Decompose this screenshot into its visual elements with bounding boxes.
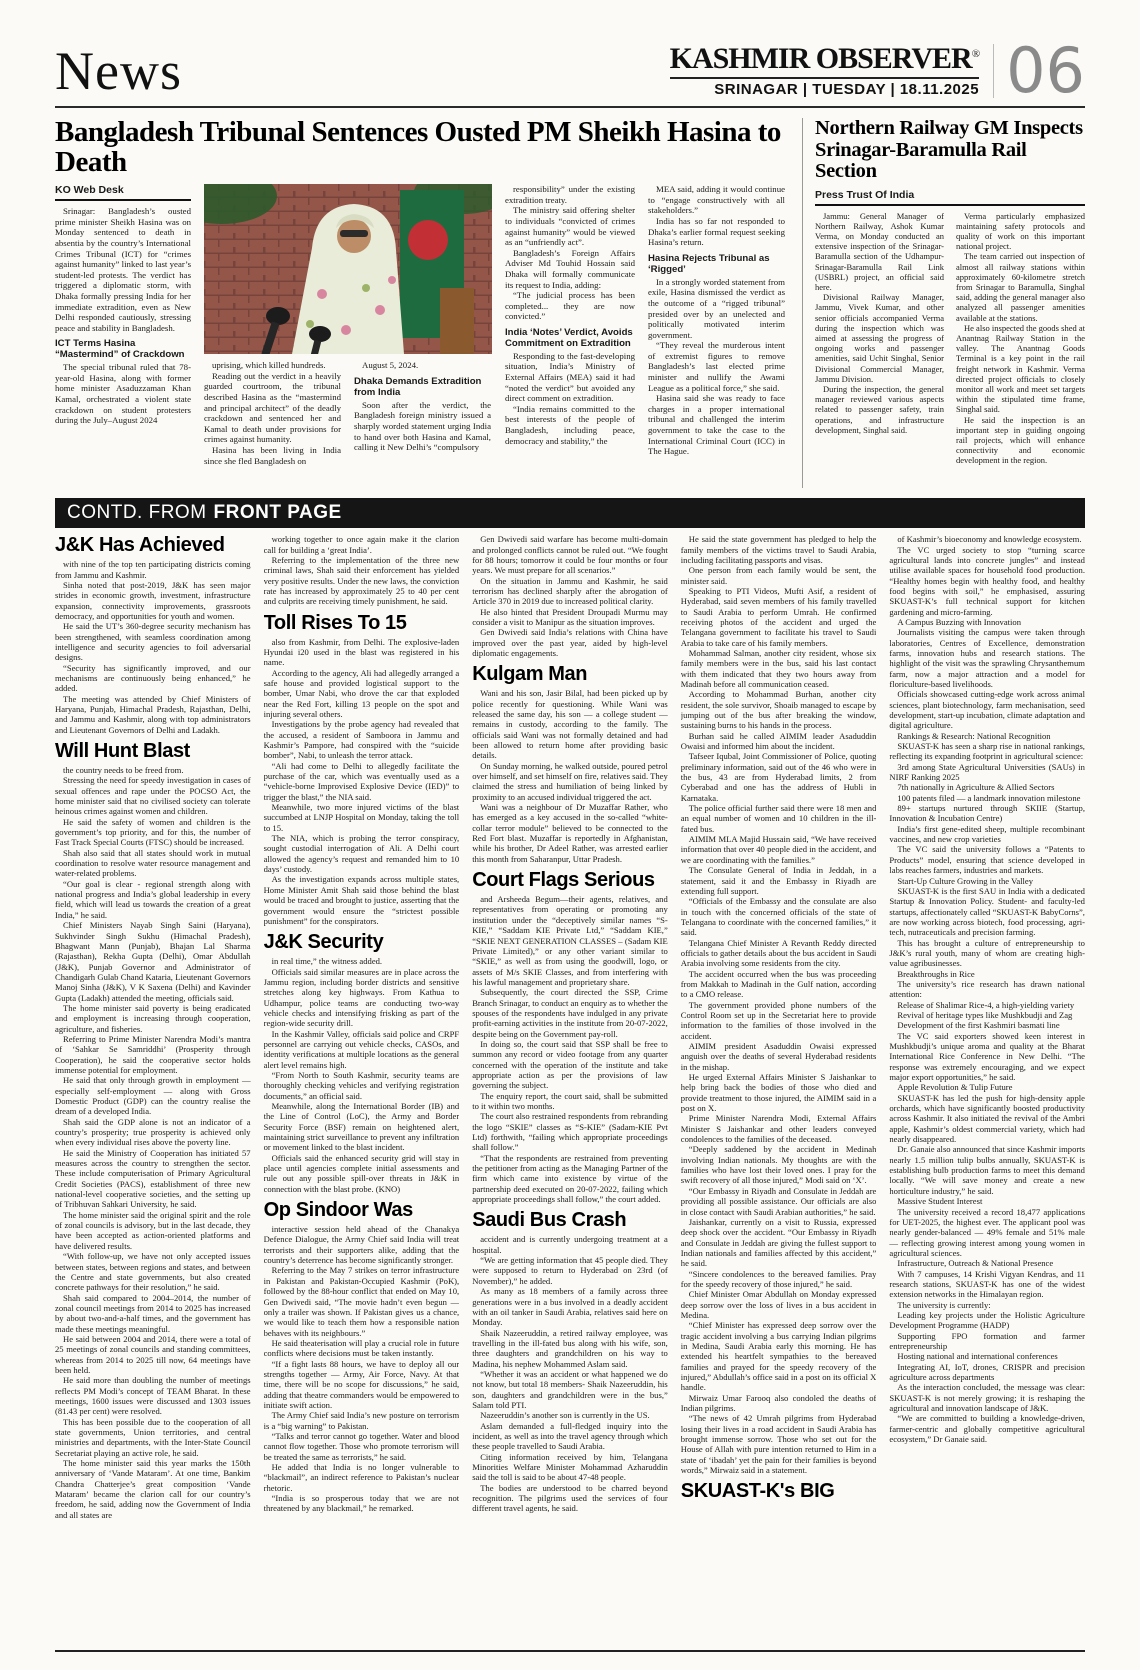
lead-under-photo-columns: [204, 360, 492, 482]
paragraph: Shah said compared to 2004–2014, the number of zonal council meetings from 2014 to 2025 has increased by about two-and-a-half times, and the government has made these meetings meaningful.: [55, 1292, 251, 1334]
hasina-photo: [204, 184, 492, 354]
contd-from-front-page-bar: [55, 498, 1085, 528]
paragraph: The home minister said the original spirit and the role of zonal councils is advisory, but in the last decade, they have been accepted as action-oriented platforms and have delivered results.: [55, 1209, 251, 1251]
railway-story: [802, 118, 1085, 488]
paragraph: As the investigation expands across multiple states, Home Minister Amit Shah said those behind the blast would be traced and brought to justice, asserting that the government would ensure the “strictest possible punishment” for the conspirators.: [263, 874, 460, 926]
paper-rule: [670, 77, 980, 79]
paragraph: Burhan said he called AIMIM leader Asaduddin Owaisi and informed him about the incident.: [680, 730, 877, 752]
paragraph: “We are getting information that 45 people died. They were supposed to return to Hyderabad on 23rd (of November),” he added.: [472, 1255, 668, 1286]
top-stories: [55, 118, 1085, 488]
continued-articles: [55, 534, 1085, 1642]
paragraph: Rankings & Research: National Recognition: [897, 730, 1051, 741]
paragraph: The police official further said there were 18 men and an equal number of women and 10 children in the ill-fated bus.: [680, 803, 877, 834]
paragraph: Chief Ministers Nayab Singh Saini (Haryana), Sukhvinder Singh Sukhu (Himachal Pradesh), Bhagwant Mann (Punjab), Bhajan Lal Sharma (Rajasthan), Rekha Gupta (Delhi), Omar Abdullah (J&K), Punjab Governor and Administrator of Chandigarh Gulab Chand Kataria, Lieutenant Governors Manoj Sinha (J&K), V K Saxena (Delhi) and Kavinder Gupta (Ladakh) attended the meeting, officials said.: [55, 920, 251, 1003]
saudi-bus-crash-continuation: [681, 534, 877, 1475]
paragraph: He added that India is no longer vulnerable to “blackmail”, an indirect reference to Pakistan’s nuclear rhetoric.: [263, 1462, 460, 1493]
paragraph: Start-Up Culture Growing in the Valley: [897, 875, 1034, 886]
paragraph: “Ali had come to Delhi to allegedly facilitate the purchase of the car, which was eventually used as a “vehicle-borne Improvised Explosive Device (IED)” to trigger the blast,” the NIA said.: [263, 760, 460, 802]
paragraph: The meeting was attended by Chief Ministers of Haryana, Punjab, Himachal Pradesh, Rajasthan, Delhi, and Jammu and Kashmir, along with top administrators and Lieutenant Governors of Delhi and Ladakh.: [55, 693, 251, 735]
paragraph: of Kashmir’s bioeconomy and knowledge ecosystem.: [897, 534, 1082, 545]
paragraph: Revival of heritage types like Mushkbudji and Zag: [897, 1009, 1073, 1020]
railway-column-1-text: [815, 211, 944, 473]
heading-saudi-bus-crash: Saudi Bus Crash: [472, 1209, 627, 1232]
paragraph: He also inspected the goods shed at Anantnag Railway Station in the valley. The Anantnag Goods Terminal is a key point in the rail freight network in Kashmir. Verma directed project officials to closely monitor all work and meet set targets within the stipulated time frame, Singhal said.: [956, 322, 1085, 415]
paragraph: Breakthroughs in Rice: [897, 968, 975, 979]
paragraph: In doing so, the court said that SSP shall be free to summon any record or video footage from any quarter concerned with the operation of the institute and take appropriate action as per the provisions of law governing the subject.: [472, 1038, 668, 1091]
lead-column-3-text: [354, 360, 491, 482]
skuast-k-text: [889, 534, 1085, 1444]
paragraph: The ministry said offering shelter to individuals “convicted of crimes against humanity” would be viewed as an “unfriendly act”.: [505, 205, 635, 248]
paragraph: As the interaction concluded, the message was clear: SKUAST-K is not merely growing; it is reshaping the agricultural and innovation landscape of J&K.: [889, 1382, 1085, 1414]
paragraph: “Whether it was an accident or what happened we do not know, but total 18 members- Shaik Nazeeruddin, his son, daughters and grandchildren were in the bus,” Salam told PTI.: [472, 1368, 668, 1410]
paragraph: 89+ startups nurtured through SKIIE (Startup, Innovation & Incubation Centre): [889, 803, 1085, 824]
paragraph: Sinha noted that post-2019, J&K has seen major strides in economic growth, investment, infrastructure expansion, connectivity improvements, grassroots democracy, and opportunities for youth and women.: [55, 579, 251, 621]
paragraph: Divisional Railway Manager, Jammu, Vivek Kumar, and other senior officials accompanied Verma during the inspection which was aimed at assessing the progress of ongoing works and passenger amenities, said Uchit Singhal, Senior Divisional Commercial Manager, Jammu Division.: [815, 292, 944, 384]
registered-mark: ®: [971, 48, 980, 60]
paragraph: Jammu: General Manager of Northern Railway, Ashok Kumar Verma, on Monday conducted an extensive inspection of the Srinagar-Baramulla section of the Udhampur-Srinagar-Baramulla Rail Link (USBRL) project, an official said here.: [815, 210, 944, 292]
paragraph: Subsequently, the court directed the SSP, Crime Branch Srinagar, to conduct an enquiry as to whether the spouses of the respondents have indulged in any private profit-earning activities in the institute from 20-07-2022, despite being on the Government pay-roll.: [472, 987, 668, 1039]
saudi-bus-crash-text: [472, 1234, 668, 1513]
paragraph: Journalists visiting the campus were taken through laboratories, Centres of Excellence, demonstration farms, innovation hubs and research stations. The highlight of the visit was the sprawling Chrysanthemum farm, now a major attraction and a model for floriculture-based livelihoods.: [889, 627, 1085, 689]
paragraph: He said the state government has pledged to help the family members of the victims travel to Saudi Arabia, including facilitating passports and visas.: [680, 534, 877, 565]
paragraph: India has so far not responded to Dhaka’s earlier formal request seeking Hasina’s return.: [648, 215, 785, 248]
paragraph: A Campus Buzzing with Innovation: [897, 616, 1022, 627]
paragraph: interactive session held ahead of the Chanakya Defence Dialogue, the Army Chief said India will treat terrorists and their supporters alike, adding that the country’s deterrence has become significantly stronger.: [263, 1224, 460, 1266]
contd-bar-prefix: CONTD. FROM: [67, 502, 207, 524]
masthead-right: [669, 34, 1085, 108]
will-hunt-blast-text: [55, 765, 251, 1520]
heading-court-flags-serious: Court Flags Serious: [472, 869, 655, 892]
paragraph: “They reveal the murderous intent of extremist figures to remove Bangladesh’s last elected prime minister and nullify the Awami League as a political force,” she said.: [648, 340, 785, 393]
paragraph: He urged External Affairs Minister S Jaishankar to help bring back the bodies of those who died and provide treatment to those injured, the AIMIM said in a post on X.: [680, 1072, 877, 1114]
paragraph: 7th nationally in Agriculture & Allied Sectors: [897, 782, 1055, 793]
paper-name-text: KASHMIR OBSERVER: [669, 42, 972, 75]
paragraph: The VC urged society to stop “turning scarce agricultural lands into concrete jungles” and instead utilise available spaces for household food production. “Healthy homes begin with healthy food, and healthy food begins with soil,” he emphasised, assuring SKUAST-K’s full technical support for kitchen gardening and micro-farming.: [889, 544, 1085, 617]
paragraph: Prime Minister Narendra Modi, External Affairs Minister S Jaishankar and other leaders conveyed condolences to the families of the deceased.: [680, 1113, 877, 1145]
lead-headline: Bangladesh Tribunal Sentences Ousted PM Sheikh Hasina to Death: [55, 116, 781, 178]
paragraph: This has brought a culture of entrepreneurship to J&K’s rural youth, many of whom are creating high-value agribusinesses.: [889, 937, 1085, 969]
paragraph: This has been possible due to the cooperation of all state governments, Union territories, and central ministries and departments, with the Inter-State Council Secretariat playing an active role, he said.: [55, 1416, 251, 1458]
paragraph: He said more than doubling the number of meetings reflects PM Modi’s concept of TEAM Bharat. In these meetings, 1600 issues were discussed and 1303 issues (81.43 per cent) were resolved.: [55, 1375, 251, 1417]
paragraph: With 7 campuses, 14 Krishi Vigyan Kendras, and 11 research stations, SKUAST-K has one of the widest extension networks in the Himalayan region.: [889, 1268, 1085, 1300]
paragraph: The accident occurred when the bus was proceeding from Makkah to Madinah in the Gulf nation, according to a CMO release.: [680, 968, 877, 1000]
paragraph: 100 patents filed — a landmark innovation milestone: [897, 792, 1081, 803]
paragraph: Mirwaiz Umar Farooq also condoled the deaths of Indian pilgrims.: [680, 1392, 877, 1414]
kulgam-man-text: [472, 688, 668, 864]
paragraph: “Chief Minister has expressed deep sorrow over the tragic accident involving a bus carrying Indian pilgrims in Medina, Saudi Arabia early this morning. He has extended his heartfelt sympathies to the bereaved families and prayed for the speedy recovery of the injured,” Abdullah’s office said in a post on its official X handle.: [680, 1320, 877, 1393]
railway-headline: Northern Railway GM Inspects Srinagar-Baramulla Rail Section: [815, 117, 1083, 183]
lead-byline: KO Web Desk: [55, 184, 191, 201]
lead-column-2-text: [204, 360, 341, 482]
lead-column-middle: [204, 184, 492, 488]
paragraph: responsibility” under the existing extradition treaty.: [505, 184, 635, 205]
paragraph: One person from each family would be sent, the minister said.: [680, 565, 877, 586]
paragraph: working together to once again make it the clarion call for building a ‘great India’.: [263, 534, 460, 555]
paragraph: in real time,” the witness added.: [271, 956, 383, 967]
paragraph: The NIA, which is probing the terror conspiracy, sought custodial interrogation of Ali. A Delhi court allowed the agency’s request and remanded him to 10 days’ custody.: [263, 833, 460, 875]
paragraph: Hasina Rejects Tribunal as ‘Rigged’: [648, 252, 770, 275]
railway-columns: [815, 211, 1085, 473]
op-sindoor-text: [264, 1224, 460, 1514]
paragraph: The enquiry report, the court said, shall be submitted to it within two months.: [472, 1090, 668, 1111]
paragraph: Jaishankar, currently on a visit to Russia, expressed deep shock over the accident. “Our Embassy in Riyadh and Consulate in Jeddah are giving the fullest support to Indian nationals and families affected by this accident,” he said.: [680, 1216, 877, 1269]
paragraph: The VC said exporters showed keen interest in Mushkbudji’s unique aroma and quality at the Bharat International Rice Conference in New Delhi. “The response was extremely encouraging, and we expect major export opportunities,” he said.: [889, 1030, 1085, 1083]
paragraph: Massive Student Interest: [897, 1196, 983, 1207]
contd-column-4: [681, 534, 877, 1642]
paragraph: Hasina said she was ready to face charges in a proper international tribunal and challenged the interim government to take the case to the International Criminal Court (ICC) in The Hague.: [648, 393, 785, 457]
paragraph: Referring to the May 7 strikes on terror infrastructure in Pakistan and Pakistan-Occupied Kashmir (PoK), followed by the 88-hour conflict that ended on May 10, Gen Dwivedi said, “The movie hadn’t even begun — only a trailer was shown. If Pakistan gives us a chance, we would like to teach them how a responsible nation behaves with its neighbours.”: [263, 1265, 460, 1338]
paragraph: The Army Chief said India’s new posture on terrorism is a “big warning” to Pakistan.: [263, 1410, 460, 1431]
paragraph: Tafseer Iqubal, Joint Commissioner of Police, quoting preliminary information, said out of the 46 who were in the bus, 43 are from Hyderabad limits, 2 from Cyberabad and one has the address of Hubli in Karnataka.: [680, 751, 877, 803]
paragraph: 3rd among State Agricultural Universities (SAUs) in NIRF Ranking 2025: [889, 761, 1085, 783]
paragraph: “India remains committed to the best interests of the people of Bangladesh, including peace, democracy and stability,” the: [505, 403, 635, 446]
lead-column-1: [55, 184, 191, 488]
paragraph: August 5, 2024.: [362, 360, 419, 371]
paragraph: The court also restrained respondents from rebranding the logo “SKIE” classes as “S-KIE” (Sadam-KIE Pvt Ltd) forthwith, “failing which appropriate proceedings shall follow.”: [472, 1111, 668, 1153]
paragraph: He also hinted that President Droupadi Murmu may consider a visit to Manipur as the situation improves.: [472, 606, 668, 627]
paragraph: Verma particularly emphasized maintaining safety protocols and quality of work on this important national project.: [956, 210, 1085, 252]
paragraph: Shaik Nazeeruddin, a retired railway employee, was travelling in the ill-fated bus along with his wife, son, three daughters and grandchildren on his way to Madina, his nephew Mohammed Aslam said.: [472, 1327, 668, 1369]
paragraph: Apple Revolution & Tulip Future: [897, 1082, 1013, 1093]
paragraph: “Talks and terror cannot go together. Water and blood cannot flow together. Those who promote terrorism will be treated the same as terrorists,” he said.: [263, 1430, 460, 1462]
page-number: 06: [1006, 34, 1085, 108]
paragraph: The university is currently:: [897, 1299, 991, 1310]
paragraph: Investigations by the probe agency had revealed that the accused, a resident of Samboora in Jammu and Kashmir’s Pampore, had conspired with the “suicide bomber”, Nabi, to unleash the terror attack.: [263, 719, 460, 761]
lead-column-4-text: [505, 184, 635, 488]
paragraph: He said theaterisation will play a crucial role in future conflicts where decisions must be taken instantly.: [263, 1337, 460, 1359]
heading-will-hunt-blast: Will Hunt Blast: [55, 740, 190, 762]
paper-name: [670, 44, 980, 74]
paragraph: He said that only through growth in employment — especially self-employment — along with Gross Domestic Product (GDP) can the country realise the dream of a developed India.: [55, 1075, 251, 1117]
paragraph: Soon after the verdict, the Bangladesh foreign ministry issued a sharply worded statement urging India to hand over both Hasina and Kamal, calling it New Delhi’s “compulsory: [354, 399, 491, 453]
paragraph: Citing information received by him, Telangana Minorities Welfare Minister Mohammad Azharuddin said the toll is said to be about 47-48 people.: [472, 1451, 668, 1483]
will-hunt-blast-continuation: [264, 534, 460, 606]
contd-column-2: [264, 534, 460, 1642]
paragraph: SKUAST-K has led the push for high-density apple orchards, which have significantly boosted productivity across Kashmir. It also initiated the revival of the Ambri apple, Kashmir’s oldest commercial variety, which had nearly disappeared.: [889, 1092, 1085, 1145]
paragraph: “Sincere condolences to the bereaved families. Pray for the speedy recovery of those injured,” he said.: [680, 1268, 877, 1289]
paragraph: “If a fight lasts 88 hours, we have to deploy all our strengths together — Army, Air Force, Navy. At that time, there will be no scope for discussions,” he said, adding that theatre commanders would be empowered to initiate swift action.: [263, 1358, 460, 1410]
paragraph: Reading out the verdict in a heavily guarded courtroom, the tribunal described Hasina as the “mastermind and principal architect” of the deadly crackdown and sentenced her and Kamal to death under provisions for crimes against humanity.: [204, 370, 341, 445]
paragraph: On Sunday morning, he walked outside, poured petrol over himself, and set himself on fire, relatives said. They claimed the stress and humiliation of being linked by proximity to an accused individual triggered the act.: [472, 760, 668, 802]
contd-bar-emphasis: FRONT PAGE: [213, 502, 342, 524]
lead-columns: [55, 184, 790, 488]
paragraph: Speaking to PTI Videos, Mufti Asif, a resident of Hyderabad, said seven members of his family travelled to Saudi Arabia to perform Umrah. He confirmed receiving photos of the accident and urged the Telangana government to facilitate his travel to Saudi Arabia to take care of his family members.: [680, 585, 877, 648]
heading-kulgam-man: Kulgam Man: [472, 663, 588, 686]
paragraph: “The judicial process has been completed... they are now convicted.”: [505, 290, 635, 322]
jk-security-text: [264, 956, 460, 1194]
paragraph: Wani was a neighbour of Dr Muzaffar Rather, who has emerged as a key accused in the so-called “white-collar terror module” believed to be connected to the Red Fort blast. Muzaffar is reportedly in Afghanistan, while his brother, Dr Adeel Rather, was arrested earlier this month from Saharanpur, Uttar Pradesh.: [472, 802, 668, 864]
heading-jk-has-achieved: J&K Has Achieved: [55, 534, 225, 557]
paragraph: “Our Embassy in Riyadh and Consulate in Jeddah are providing all possible assistance. Our officials are also in close contact with Saudi Arabian authorities,” he said.: [680, 1185, 877, 1217]
paragraph: Gen Dwivedi said India’s relations with China have improved over the past year, aided by high-level diplomatic engagements.: [472, 627, 668, 658]
lead-column-1-text: [55, 206, 191, 426]
paragraph: Integrating AI, IoT, drones, CRISPR and precision agriculture across departments: [889, 1361, 1085, 1382]
paragraph: He said the UT’s 360-degree security mechanism has been strengthened, with seamless coordination among intelligence and security agencies to foil adversarial designs.: [55, 621, 251, 663]
lead-column-5-text: [648, 184, 785, 488]
paragraph: Stressing the need for speedy investigation in cases of sexual offences and rape under the POCSO Act, the home minister said that no civilised society can tolerate heinous crimes against women and children.: [55, 775, 251, 817]
paragraph: The government provided phone numbers of the Control Room set up in the Secretariat here to provide information to the families of those involved in the accident.: [680, 999, 877, 1041]
paragraph: “We are committed to building a knowledge-driven, farmer-centric and globally competitive agricultural ecosystem,” Dr Ganaie said.: [889, 1413, 1085, 1445]
paragraph: “That the respondents are restrained from preventing the petitioner from acting as the Managing Partner of the firm which came into existence by virtue of the partnership deed executed on 20-07-2022, failing which appropriate proceedings shall follow,” the court added.: [472, 1152, 668, 1205]
paragraph: Telangana Chief Minister A Revanth Reddy directed officials to gather details about the bus accident in Saudi Arabia involving some residents from the city.: [680, 937, 877, 969]
paragraph: Development of the first Kashmiri basmati line: [897, 1020, 1060, 1031]
masthead: [55, 14, 1085, 108]
paragraph: Meanwhile, two more injured victims of the blast succumbed at LNJP Hospital on Monday, taking the toll to 15.: [263, 802, 460, 833]
paragraph: Officials said similar measures are in place across the Jammu region, including border districts and sensitive stretches along key highways. From Kathua to Udhampur, police teams are conducting two-way vehicle checks and intensifying frisking as part of the region-wide security drill.: [263, 966, 460, 1029]
paragraph: “Deeply saddened by the accident in Medinah involving Indian nationals. My thoughts are with the families who have lost their loved ones. I pray for the swift recovery of all those injured,” Modi said on ‘X’.: [680, 1144, 877, 1186]
paragraph: the country needs to be freed from.: [63, 765, 184, 775]
paragraph: AIMIM MLA Majid Hussain said, “We have received information that over 40 people died in the accident, and we are coordinating with the families.”: [680, 834, 877, 865]
paragraph: During the inspection, the general manager reviewed various aspects related to passenger safety, train operations, and infrastructure development, Singhal said.: [815, 384, 944, 435]
railway-column-2-text: [956, 211, 1085, 473]
paragraph: According to the agency, Ali had allegedly arranged a safe house and provided logistical support to the bomber, Umar Nabi, who drove the car that exploded near the Red Fort, killing 13 people on the spot and injuring several others.: [263, 667, 460, 719]
paragraph: Nazeeruddin’s another son is currently in the US.: [480, 1410, 650, 1421]
paragraph: Responding to the fast-developing situation, India’s Ministry of External Affairs (MEA) said it had “noted the verdict” but avoided any direct comment on extradition.: [505, 350, 635, 404]
paragraph: Bangladesh’s Foreign Affairs Adviser Md Touhid Hossain said Dhaka will formally communicate its request to India, adding:: [505, 247, 635, 290]
paragraph: Gen Dwivedi said warfare has become multi-domain and prolonged conflicts cannot be ruled out. “We fought for 88 hours; tomorrow it could be four months or four years. We must prepare for all scenarios.”: [472, 534, 668, 576]
paragraph: “The news of 42 Umrah pilgrims from Hyderabad losing their lives in a road accident in Saudi Arabia has brought immense sorrow. Those who set out for the House of Allah with pure intention returned to Him in a state of ‘ibadah’ yet the pain for their families is beyond words,” Mirwaiz said in a statement.: [680, 1413, 877, 1476]
paragraph: The bodies are understood to be charred beyond recognition. The pilgrims used the services of four different travel agents, he said.: [472, 1482, 668, 1514]
paragraph: Chief Minister Omar Abdullah on Monday expressed deep sorrow over the loss of lives in a bus accident in Medina.: [680, 1289, 877, 1320]
paragraph: Officials showcased cutting-edge work across animal sciences, plant biotechnology, farm mechanisation, seed development, start-up incubation, climate adaptation and digital agriculture.: [889, 689, 1085, 731]
heading-op-sindoor-was: Op Sindoor Was: [263, 1199, 413, 1222]
dateline: SRINAGAR | TUESDAY | 18.11.2025: [714, 81, 980, 98]
contd-column-3: [472, 534, 668, 1642]
paragraph: Officials said the enhanced security grid will stay in place until agencies complete initial assessments and rule out any possible spill-over threats in J&K in connection with the blast probe. (KNO): [263, 1152, 460, 1194]
paragraph: Release of Shalimar Rice-4, a high-yielding variety: [897, 999, 1075, 1010]
paragraph: The Consulate General of India in Jeddah, in a statement, said it and the Embassy in Riyadh are extending full support.: [680, 865, 877, 896]
railway-byline: Press Trust Of India: [815, 189, 1085, 206]
paragraph: India ‘Notes’ Verdict, Avoids Commitment on Extradition: [505, 326, 633, 349]
paragraph: Aslam demanded a full-fledged inquiry into the incident, as well as into the travel agency through which these people travelled to Saudi Arabia.: [472, 1420, 668, 1452]
paragraph: MEA said, adding it would continue to “engage constructively with all stakeholders.”: [648, 184, 785, 216]
paragraph: accident and is currently undergoing treatment at a hospital.: [472, 1234, 668, 1255]
paragraph: Wani and his son, Jasir Bilal, had been picked up by police recently for questioning. While Wani was released the same day, his son — a college student — remains in custody, according to the family. The officials said Wani was not formally detained and had been allowed to return home after providing basic details.: [472, 688, 668, 761]
paragraph: According to Mohammad Burhan, another city resident, the sole survivor, Shoaib managed to escape by jumping out of the bus after breaking the window, sustaining burns to his hands in the process.: [680, 689, 877, 731]
paragraph: with nine of the top ten participating districts coming from Jammu and Kashmir.: [55, 559, 251, 580]
jk-has-achieved-text: [55, 559, 251, 735]
contd-column-1: [55, 534, 251, 1642]
paragraph: India’s first gene-edited sheep, multiple recombinant vaccines, and new crop varieties: [889, 823, 1085, 845]
paragraph: The VC said the university follows a “Patents to Products” model, ensuring that science developed in labs reaches farmers, industries and markets.: [889, 844, 1085, 876]
paragraph: On the situation in Jammu and Kashmir, he said terrorism has declined sharply after the abrogation of Article 370 in 2019 due to increased political clarity.: [472, 575, 668, 607]
paragraph: “With follow-up, we have not only accepted issues between states, between regions and states, and between the Centre and state governments, but also created concrete pathways for their resolution,” he said.: [55, 1251, 251, 1293]
paragraph: Hasina has been living in India since she fled Bangladesh on: [204, 444, 341, 466]
paragraph: uprising, which killed hundreds.: [212, 360, 326, 371]
paragraph: Dr. Ganaie also announced that since Kashmir imports nearly 1.5 million tulip bulbs annually, SKUAST-K is establishing bulb production farms to meet this demand locally. “We will save money and create a new horticulture industry,” he said.: [889, 1144, 1085, 1196]
paragraph: In a strongly worded statement from exile, Hasina dismissed the verdict as the outcome of a “rigged tribunal” presided over by an unelected and politically motivated interim government.: [648, 276, 785, 340]
paragraph: Meanwhile, along the International Border (IB) and the Line of Control (LoC), the Army and Border Security Force (BSF) remain on heightened alert, maintaining strict surveillance to prevent any infiltration or movement linked to the blast incident.: [263, 1101, 460, 1153]
paragraph: “India is so prosperous today that we are not threatened by any blackmail,” he remarked.: [263, 1493, 460, 1514]
paragraph: Shah said the GDP alone is not an indicator of a country’s prosperity; true prosperity is achieved only when every individual rises above the poverty line.: [55, 1116, 251, 1148]
contd-column-5: [889, 534, 1085, 1642]
section-title: News: [55, 41, 182, 101]
heading-skuast-k-big: SKUAST-K's BIG: [680, 1480, 835, 1503]
paragraph: The team carried out inspection of almost all railway stations within approximately 60-kilometre stretch from Srinagar to Baramulla, Singhal said, adding the general manager also analyzed all passenger amenities available at the stations.: [956, 251, 1085, 323]
paper-block: [670, 44, 995, 98]
bottom-rule: [55, 1650, 1085, 1652]
paragraph: and Arsheeda Begum—their agents, relatives, and representatives from operating or promoting any institution under the “deceptively similar names “S-KIE,” “Saddam KIE Private Ltd,” “Saddam KIE,” “SKIE NEXT GENERATION CLASSES – (Sadam KIE Private Limited),” or any other variant similar to “SKIE,” as well as from using the goodwill, logo, or assets of M/s SKIE Classes, and from interfering with his lawful management and proprietary share.: [472, 894, 668, 987]
paragraph: SKUAST-K has seen a sharp rise in national rankings, reflecting its expanding footprint in agricultural science:: [889, 741, 1085, 762]
paragraph: Dhaka Demands Extradition from India: [354, 375, 482, 398]
paragraph: “Security has significantly improved, and our mechanisms are continuously being enhanced,” he added.: [55, 662, 251, 694]
paragraph: The university’s rice research has drawn national attention:: [889, 978, 1085, 1000]
paragraph: He said between 2004 and 2014, there were a total of 25 meetings of zonal councils and standing committees, whereas from 2014 to 2025 till now, 64 meetings have been held.: [55, 1333, 251, 1375]
heading-toll-rises-to-15: Toll Rises To 15: [263, 611, 407, 634]
paragraph: He said the inspection is an important step in guiding ongoing rail projects, which will enhance connectivity and economic development in the region.: [956, 414, 1085, 466]
paragraph: SKUAST-K is the first SAU in India with a dedicated Startup & Innovation Policy. Student- and faculty-led startups, affectionately called “SKUAST-K BabyCorns”, are now working across biotech, food processing, agri-tech, nutraceuticals and precision farming.: [889, 885, 1085, 938]
paragraph: Supporting FPO formation and farmer entrepreneurship: [889, 1330, 1085, 1351]
paragraph: He said the safety of women and children is the government’s top priority, and for this, the number of Fast Track Special Courts (FTSC) should be increased.: [55, 816, 251, 848]
paragraph: Leading key projects under the Holistic Agriculture Development Programme (HADP): [889, 1309, 1085, 1331]
paragraph: The home minister said poverty is being eradicated and employment is increasing through cooperation, agriculture, and fisheries.: [55, 1002, 251, 1034]
court-flags-text: [472, 894, 668, 1204]
toll-rises-text: [264, 637, 460, 927]
paragraph: Shah also said that all states should work in mutual coordination to resolve water resource management and water-related problems.: [55, 847, 251, 879]
paragraph: The home minister said this year marks the 150th anniversary of ‘Vande Mataram’. At one time, Bankim Chandra Chatterjee’s great composition ‘Vande Mataram’ became the clarion call for our country’s freedom, he said, adding now the Government of India and all states are: [55, 1458, 251, 1520]
paragraph: “Our goal is clear - regional strength along with national progress and India’s global leadership in every field, which will lead us towards the creation of a great India,” he said.: [55, 878, 251, 920]
paragraph: Referring to Prime Minister Narendra Modi’s mantra of ‘Sahkar Se Samriddhi’ (Prosperity through Cooperation), he said the cooperative sector holds immense potential for employment.: [55, 1033, 251, 1075]
paragraph: “Officials of the Embassy and the consulate are also in touch with the concerned officials of the state of Telangana to coordinate with the concerned families,” it said.: [680, 896, 877, 938]
paragraph: “From North to South Kashmir, security teams are thoroughly checking vehicles and verifying registration documents,” an official said.: [263, 1069, 460, 1101]
paragraph: As many as 18 members of a family across three generations were in a bus involved in a deadly accident with an oil tanker in Saudi Arabia, relatives said here on Monday.: [472, 1286, 668, 1328]
lead-story: [55, 118, 790, 488]
paragraph: In the Kashmir Valley, officials said police and CRPF personnel are carrying out vehicle checks, CASOs, and identity verifications at multiple locations as the general alert level remains high.: [263, 1028, 460, 1070]
paragraph: AIMIM president Asaduddin Owaisi expressed anguish over the deaths of several Hyderabad residents in the mishap.: [680, 1041, 877, 1072]
paragraph: The special tribunal ruled that 78-year-old Hasina, along with former home minister Asaduzzaman Khan Kamal, orchestrated a violent state crackdown on student protesters during the July–August 2024: [55, 362, 191, 426]
paragraph: The university received a record 18,477 applications for UET-2025, the highest ever. The applicant pool was nearly gender-balanced — 49% female and 51% male — reflecting growing interest among young women in agricultural sciences.: [889, 1206, 1085, 1258]
paragraph: Hosting national and international conferences: [897, 1351, 1058, 1362]
paragraph: Referring to the implementation of the three new criminal laws, Shah said their enforcement has yielded very positive results. Under the new laws, the conviction rate has increased by approximately 25 to 40 per cent and culprits are receiving timely punishment, he said.: [263, 554, 460, 607]
paragraph: Mohammad Salman, another city resident, whose six family members were in the bus, said his last contact with them indicated that they two hours away from Madinah before all communication ceased.: [680, 647, 877, 689]
paragraph: also from Kashmir, from Delhi. The explosive-laden Hyundai i20 used in the blast was registered in his name.: [263, 636, 460, 668]
paragraph: Infrastructure, Outreach & National Presence: [897, 1258, 1054, 1269]
paragraph: ICT Terms Hasina “Mastermind” of Crackdown: [55, 338, 185, 361]
op-sindoor-continuation: [472, 534, 668, 658]
paragraph: Srinagar: Bangladesh’s ousted prime minister Sheikh Hasina was on Monday sentenced to death in absentia by the country’s International Crimes Tribunal (ICT) for “crimes against humanity” linked to last year’s student-led protests. The verdict has triggered a diplomatic storm, with Dhaka formally pressing India for her immediate extradition, even as New Delhi responded cautiously, stressing peace and stability in Bangladesh.: [55, 206, 191, 333]
heading-jk-security: J&K Security: [263, 931, 384, 954]
paragraph: He said the Ministry of Cooperation has initiated 57 measures across the country to strengthen the sector. These include computerisation of Primary Agricultural Credit Societies (PACS), establishment of three new national-level cooperative societies, and the setting up of Tribhuvan Sahkari University, he said.: [55, 1147, 251, 1210]
